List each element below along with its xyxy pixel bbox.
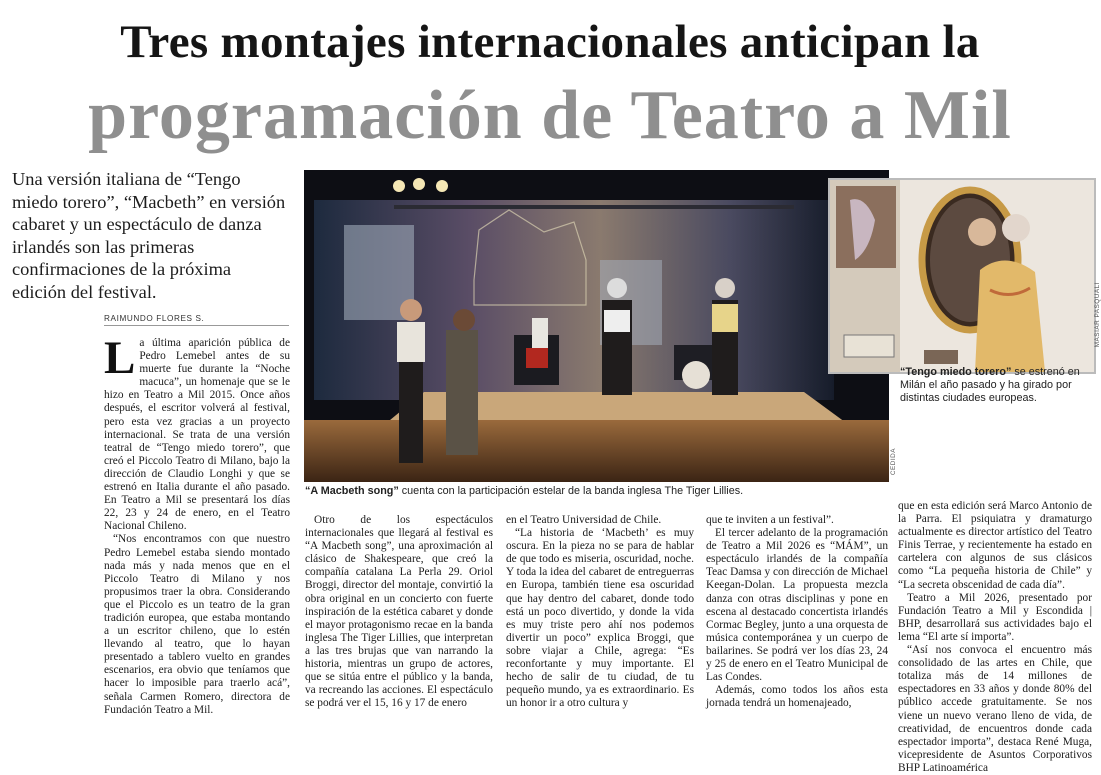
paragraph: Otro de los espectáculos internacionales que llegará al festival es “A Macbeth song”, una aproximación al clásico de Shakespeare, que creó la compañía catalana La Perla 29. Oriol Broggi, director del montaje, convirtió la obra original en un concierto con fuerte inspiración de la estética cabaret y donde el mayor protagonismo recae en la banda inglesa The Tiger Lillies, que interpretan a las tres brujas que van narrando la historia, mientras un grupo de actores, que se sitúa entre el público y la banda, va recreando las acciones. El espectáculo se podrá ver el 15, 16 y 17 de enero [305, 514, 493, 710]
caption-title: “A Macbeth song” [305, 485, 399, 497]
main-photo-credit: CEDIDA [890, 448, 897, 476]
main-photo [304, 170, 889, 482]
caption-text: cuenta con la participación estelar de la banda inglesa The Tiger Lillies. [398, 485, 744, 497]
paragraph: Además, como todos los años esta jornada tendrá un homenajeado, [706, 684, 888, 710]
side-photo-caption [900, 366, 1092, 405]
caption-text: se estrenó en Milán el año pasado y ha girado por distintas ciudades europeas. [900, 366, 1080, 404]
headline-line-2: programación de Teatro a Mil [88, 77, 1012, 154]
byline: RAIMUNDO FLORES S. [104, 314, 205, 323]
drop-cap: L [104, 332, 136, 384]
body-column-1 [104, 332, 290, 717]
headline-line-1: Tres montajes internacionales anticipan la [120, 16, 980, 68]
side-photo-credit: MASIAR PASQUALI [1094, 282, 1101, 348]
body-column-4 [706, 514, 888, 710]
main-photo-caption [305, 485, 895, 498]
side-photo [828, 178, 1096, 374]
paragraph: “Así nos convoca el encuentro más consolidado de las artes en Chile, que totaliza más de 14 millones de espectadores en 33 años y donde 80% del público accede gratuitamente. Se nos viene un nuevo verano lleno de vida, de creatividad, de encuentros donde cada espectador importa”, destaca René Muga, vicepresidente de Asuntos Corporativos BHP Latinoamérica [898, 644, 1092, 774]
paragraph: El tercer adelanto de la programación de Teatro a Mil 2026 es “MÁM”, un espectáculo irlandés de la compañía Teac Damsa y con dirección de Michael Keegan-Dolan. La propuesta mezcla danza con otras disciplinas y pone en escena al destacado concertista irlandés Cormac Begley, junto a una orquesta de música contemporánea y un cuerpo de bailarines. Se podrá ver los días 23, 24 y 25 de enero en el Teatro Municipal de Las Condes. [706, 527, 888, 684]
paragraph: que te inviten a un festival”. [706, 514, 834, 526]
paragraph: “Nos encontramos con que nuestro Pedro Lemebel estaba siendo montado nada más y nada menos que en el Piccolo Teatro di Milano y nos propusimos traer la obra. Considerando que el Piccolo es un teatro de la gran tradición europea, que estaba montando a un escritor chileno, que lo estén llevando al teatro, que lo hayan presentado a tablero vuelto en grandes escenarios, era obvio que teníamos que hacer lo imposible para traerlo acá”, señala Carmen Romero, directora de Fundación Teatro a Mil. [104, 533, 290, 716]
byline-divider [104, 325, 289, 326]
mirror-scene-illustration [830, 180, 1094, 372]
paragraph: en el Teatro Universidad de Chile. [506, 514, 662, 526]
paragraph: Teatro a Mil 2026, presentado por Fundación Teatro a Mil y Escondida | BHP, desarrollará sus actividades bajo el lema “El arte sí importa”. [898, 591, 1092, 643]
stage-scene-illustration [304, 170, 889, 482]
lead-paragraph: Una versión italiana de “Tengo miedo torero”, “Macbeth” en versión cabaret y un espectáculo de danza irlandés son las primeras confirmaciones de la próxima edición del festival. [12, 169, 286, 302]
caption-title: “Tengo miedo torero” [900, 366, 1012, 378]
paragraph: La última aparición pública de Pedro Lemebel antes de su muerte fue durante la “Noche macuca”, un homenaje que se le hizo en Teatro a Mil 2015. Once años después, el escritor volverá al festival, pero esta vez gracias a un proyecto internacional. Se trata de una versión teatral de “Tengo miedo torero”, que creó el Piccolo Teatro di Milano, bajo la dirección de Claudio Longhi y que se estrenó en Italia durante el año pasado. En Teatro a Mil se presentará los días 22, 23 y 24 de enero, en el Teatro Nacional Chileno. [104, 332, 290, 533]
paragraph: “La historia de ‘Macbeth’ es muy oscura. En la pieza no se para de hablar de que todo es miseria, oscuridad, noche. Y toda la idea del cabaret de entreguerras en Europa, también tiene esa oscuridad que hay dentro del cabaret, donde todo está un poco divertido, y donde la vida es muy triste pero ahí nos podemos divertir un poco” explica Broggi, que sobre viajar a Chile, agrega: “Es reconfortante y muy importante. El hecho de salir de tu ciudad, de tu pequeño mundo, ya es extraordinario. Es un honor ir a otro cultura y [506, 527, 694, 710]
body-column-5 [898, 500, 1092, 775]
body-column-2 [305, 514, 493, 710]
body-column-3 [506, 514, 694, 710]
paragraph: que en esta edición será Marco Antonio de la Parra. El psiquiatra y dramaturgo actualmente es director artístico del Teatro Finis Terrae, y recientemente ha estado en cartelera con algunos de sus clásicos como “La pequeña historia de Chile” y “La secreta obscenidad de cada día”. [898, 500, 1092, 591]
